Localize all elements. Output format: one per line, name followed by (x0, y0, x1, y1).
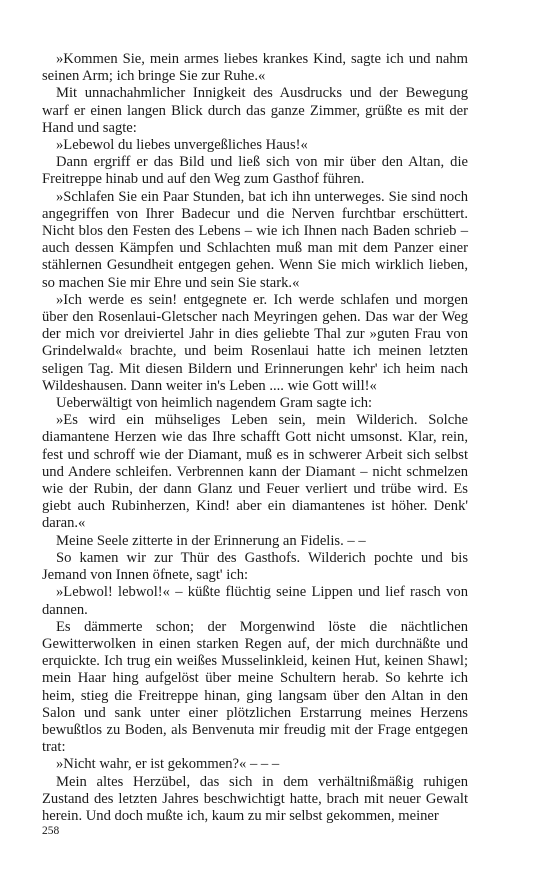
paragraph: Ueberwältigt von heimlich nagendem Gram sagte ich: (56, 395, 373, 412)
paragraph: Dann ergriff er das Bild und ließ sich von mir über den Altan, die Freitreppe hinab und auf den Weg zum Gasthof führen. (42, 154, 468, 188)
paragraph: Mein altes Herzübel, das sich in dem verhältnißmäßig ruhigen Zustand des letzten Jahres beschwichtigt hatte, brach mit neuer Gewalt herein. Und doch mußte ich, kaum zu mir selbst gekommen, meiner (42, 773, 468, 824)
paragraph: »Es wird ein mühseliges Leben sein, mein Wilderich. Solche diamantene Herzen wie das Ihre schafft Gott nicht umsonst. Klar, rein, fest und schroff wie der Diamant, muß es in schwerer Arbeit sich selbst und Andere schleifen. Verbrennen kann der Diamant – nicht schmelzen wie der Rubin, der dann Glanz und Feuer verliert und trübe wird. Es giebt auch Rubinherzen, Kind! aber ein diamantenes ist höher. Denk' daran.« (42, 412, 468, 532)
paragraph: »Schlafen Sie ein Paar Stunden, bat ich ihn unterweges. Sie sind noch angegriffen von Ihrer Badecur und die Nerven furchtbar erschüttert. Nicht blos den Festen des Lebens – wie ich Ihnen nach Baden schrieb – auch dessen Kämpfen und Schlachten muß man mit dem Panzer einer stählernen Gesundheit entgegen gehen. Wenn Sie mich wirklich lieben, so machen Sie mir Ehre und sein Sie stark.« (42, 188, 468, 291)
paragraph: Es dämmerte schon; der Morgenwind löste die nächtlichen Gewitterwolken in einen starken Regen auf, der mich durchnäßte und erquickte. Ich trug ein weißes Musselinkleid, keinen Hut, keinen Shawl; mein Haar hing aufgelöst über meine Schultern herab. So kehrte ich heim, stieg die Freitreppe hinan, ging langsam über den Altan in den Salon und sank unter einer plötzlichen Erstarrung meines Herzens bewußtlos zu Boden, als Benvenuta mir freudig mit der Frage entgegen trat: (42, 618, 468, 756)
paragraph: »Ich werde es sein! entgegnete er. Ich werde schlafen und morgen über den Rosenlaui-Gletscher nach Meyringen gehen. Das war der Weg der mich vor dreiviertel Jahr in dies geliebte Thal zur »guten Frau von Grindelwald« brachte, und beim Rosenlaui hatte ich meinen letzten seligen Tag. Mit diesen Bildern und Erinnerungen kehr' ich heim nach Wildeshausen. Dann weiter in's Leben .... wie Gott will!« (42, 291, 468, 394)
paragraph: »Lebewol du liebes unvergeßliches Haus!« (56, 137, 308, 154)
paragraph: So kamen wir zur Thür des Gasthofs. Wilderich pochte und bis Jemand von Innen öfnete, sagt' ich: (42, 549, 468, 584)
body-text (42, 51, 468, 825)
paragraph: Mit unnachahmlicher Innigkeit des Ausdrucks und der Bewegung warf er einen langen Blick durch das ganze Zimmer, grüßte es mit der Hand und sagte: (42, 85, 468, 136)
paragraph: »Kommen Sie, mein armes liebes krankes Kind, sagte ich und nahm seinen Arm; ich bringe Sie zur Ruhe.« (42, 51, 468, 85)
paragraph: Meine Seele zitterte in der Erinnerung an Fidelis. – – (56, 532, 366, 549)
paragraph: »Lebwol! lebwol!« – küßte flüchtig seine Lippen und lief rasch von dannen. (42, 584, 468, 618)
paragraph: »Nicht wahr, er ist gekommen?« – – – (56, 756, 280, 773)
page-number: 258 (42, 825, 60, 837)
